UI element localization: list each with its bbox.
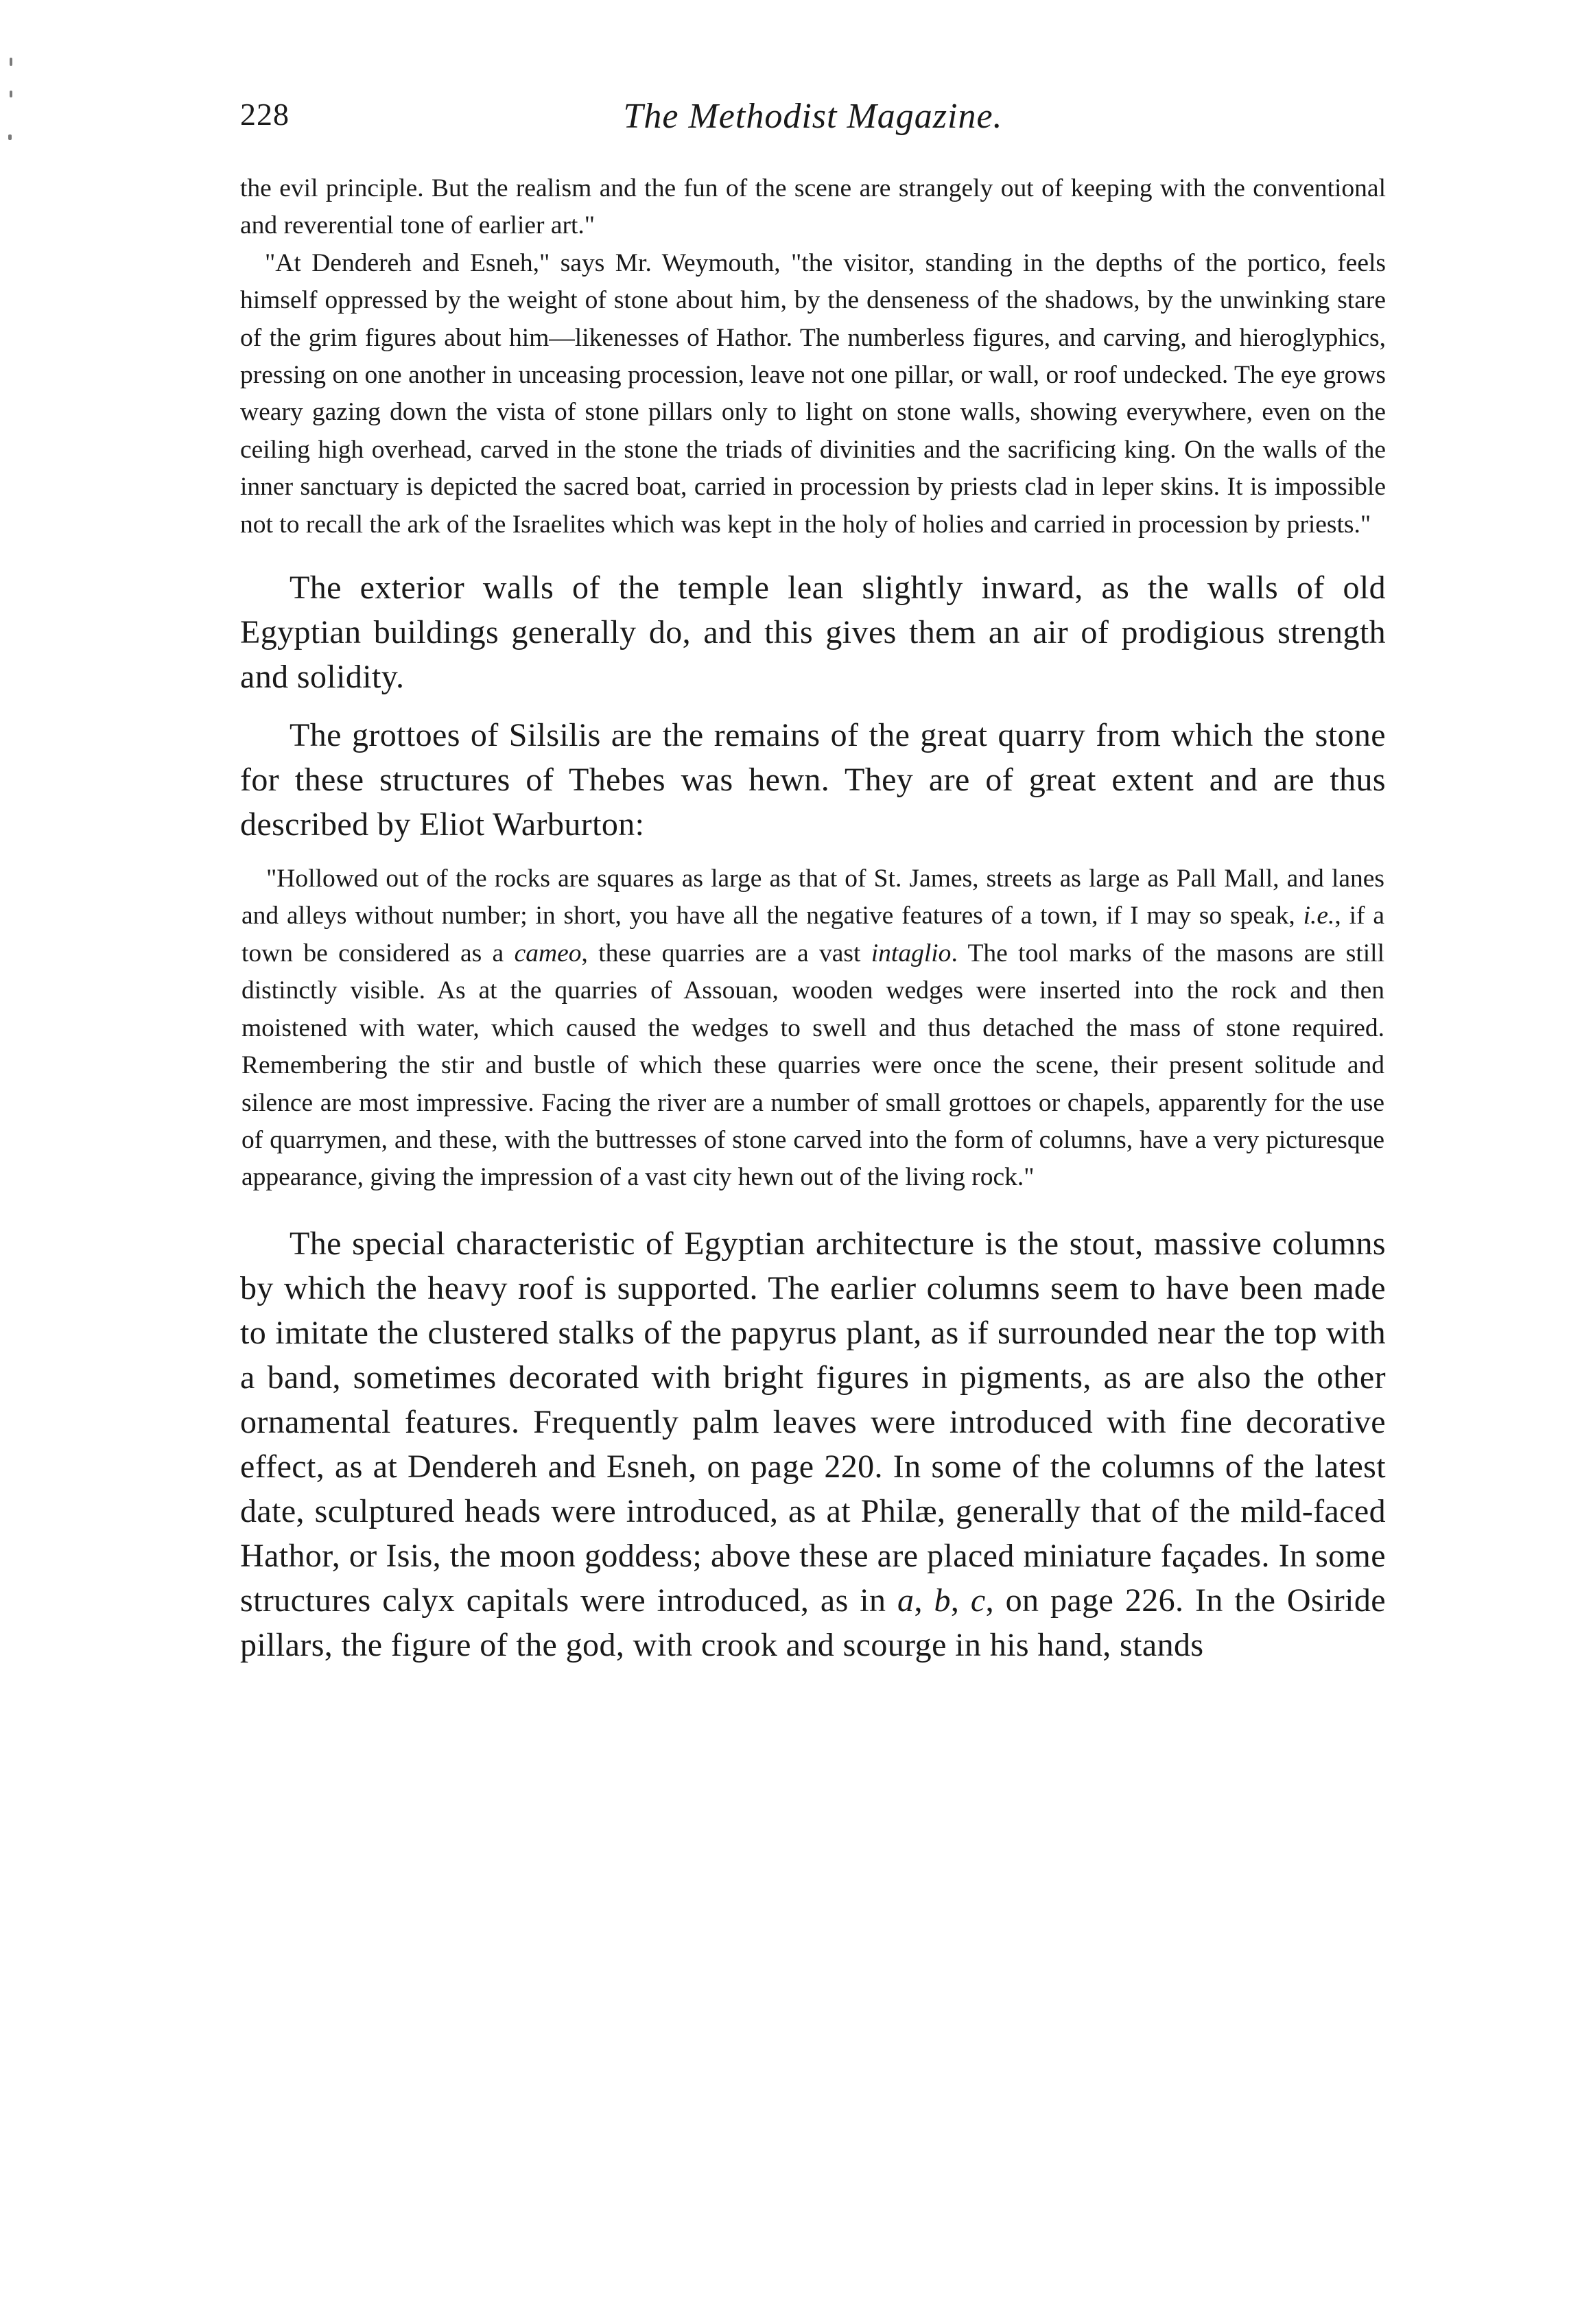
body-paragraph-exterior-walls: The exterior walls of the temple lean slightly inward, as the walls of old Egyptian buildings generally do, and this gives them an air of prodigious strength and solidity. — [240, 570, 1386, 696]
body-text: , — [950, 1582, 971, 1619]
italic-letter-b: b — [934, 1582, 951, 1619]
body-text: , on page 226. In the Osiride pillars, the figure of the god, with crook and scourge in his hand, stands — [240, 1582, 1386, 1663]
italic-ie: i.e. — [1303, 902, 1335, 930]
quote-block-weymouth — [240, 170, 1386, 543]
quote-text: , if a town be considered as a — [241, 902, 1384, 967]
quote-paragraph — [241, 860, 1384, 1197]
quote-text: "Hollowed out of the rocks are squares as large as that of St. James, streets as large as Pall Mall, and lanes and alleys without number; in short, you have all the negative features of a town, if I may so speak, — [241, 865, 1384, 930]
quote-block-warburton — [240, 860, 1386, 1197]
quote-text: . The tool marks of the masons are still distinctly visible. As at the quarries of Assouan, wooden wedges were inserted into the rock and then moistened with water, which caused the wedges to swell and thus detached the mass of stone required. Remembering the stir and bustle of which these quarries were once the scene, their present solitude and silence are most impressive. Facing the river are a number of small grottoes or chapels, apparently for the use of quarrymen, and these, with the buttresses of stone carved into the form of columns, have a very picturesque appearance, giving the impression of a vast city hewn out of the living rock." — [241, 939, 1385, 1192]
quote-paragraph: "At Dendereh and Esneh," says Mr. Weymouth, "the visitor, standing in the depths of the portico, feels himself oppressed by the weight of stone about him, by the denseness of the shadows, by the unwinking stare of the grim figures about him—likenesses of Hathor. The numberless figures, and carving, and hieroglyphics, pressing on one another in unceasing procession, leave not one pillar, or wall, or roof undecked. The eye grows weary gazing down the vista of stone pillars only to light on stone walls, showing everywhere, even on the ceiling high overhead, carved in the stone the triads of divinities and the sacrificing king. On the walls of the inner sanctuary is depicted the sacred boat, carried in procession by priests clad in leper skins. It is impossible not to recall the ark of the Israelites which was kept in the holy of holies and carried in procession by priests." — [240, 248, 1386, 539]
italic-letter-c: c — [970, 1582, 986, 1619]
page-header — [240, 96, 1386, 151]
body-text: , — [914, 1582, 934, 1619]
body-paragraph-columns — [240, 1221, 1386, 1667]
page-number: 228 — [240, 97, 290, 132]
margin-ink-mark — [10, 91, 12, 97]
quote-text: , these quarries are a vast — [581, 939, 871, 967]
italic-cameo: cameo — [514, 939, 582, 967]
quote-paragraph: the evil principle. But the realism and the fun of the scene are strangely out of keeping with the conventional and reverential tone of earlier art." — [240, 174, 1386, 240]
margin-ink-mark — [8, 134, 12, 140]
running-title: The Methodist Magazine. — [623, 97, 1003, 136]
italic-letter-a: a — [897, 1582, 915, 1619]
body-text: The special characteristic of Egyptian architecture is the stout, massive columns by which the heavy roof is supported. The earlier columns seem to have been made to imitate the clustered stalks of the papyrus plant, as if surrounded near the top with a band, sometimes decorated with bright figures in pigments, as are also the other ornamental features. Frequently palm leaves were introduced with fine decorative effect, as at Dendereh and Esneh, on page 220. In some of the columns of the latest date, sculptured heads were introduced, as at Philæ, generally that of the mild-faced Hathor, or Isis, the moon goddess; above these are placed miniature façades. In some structures calyx capitals were introduced, as in — [240, 1225, 1386, 1619]
page-content — [240, 96, 1386, 1667]
body-paragraph-silsilis: The grottoes of Silsilis are the remains of the great quarry from which the stone for these structures of Thebes was hewn. They are of great extent and are thus described by Eliot Warburton: — [240, 717, 1386, 843]
italic-intaglio: intaglio — [871, 939, 952, 967]
margin-ink-mark — [10, 58, 12, 66]
